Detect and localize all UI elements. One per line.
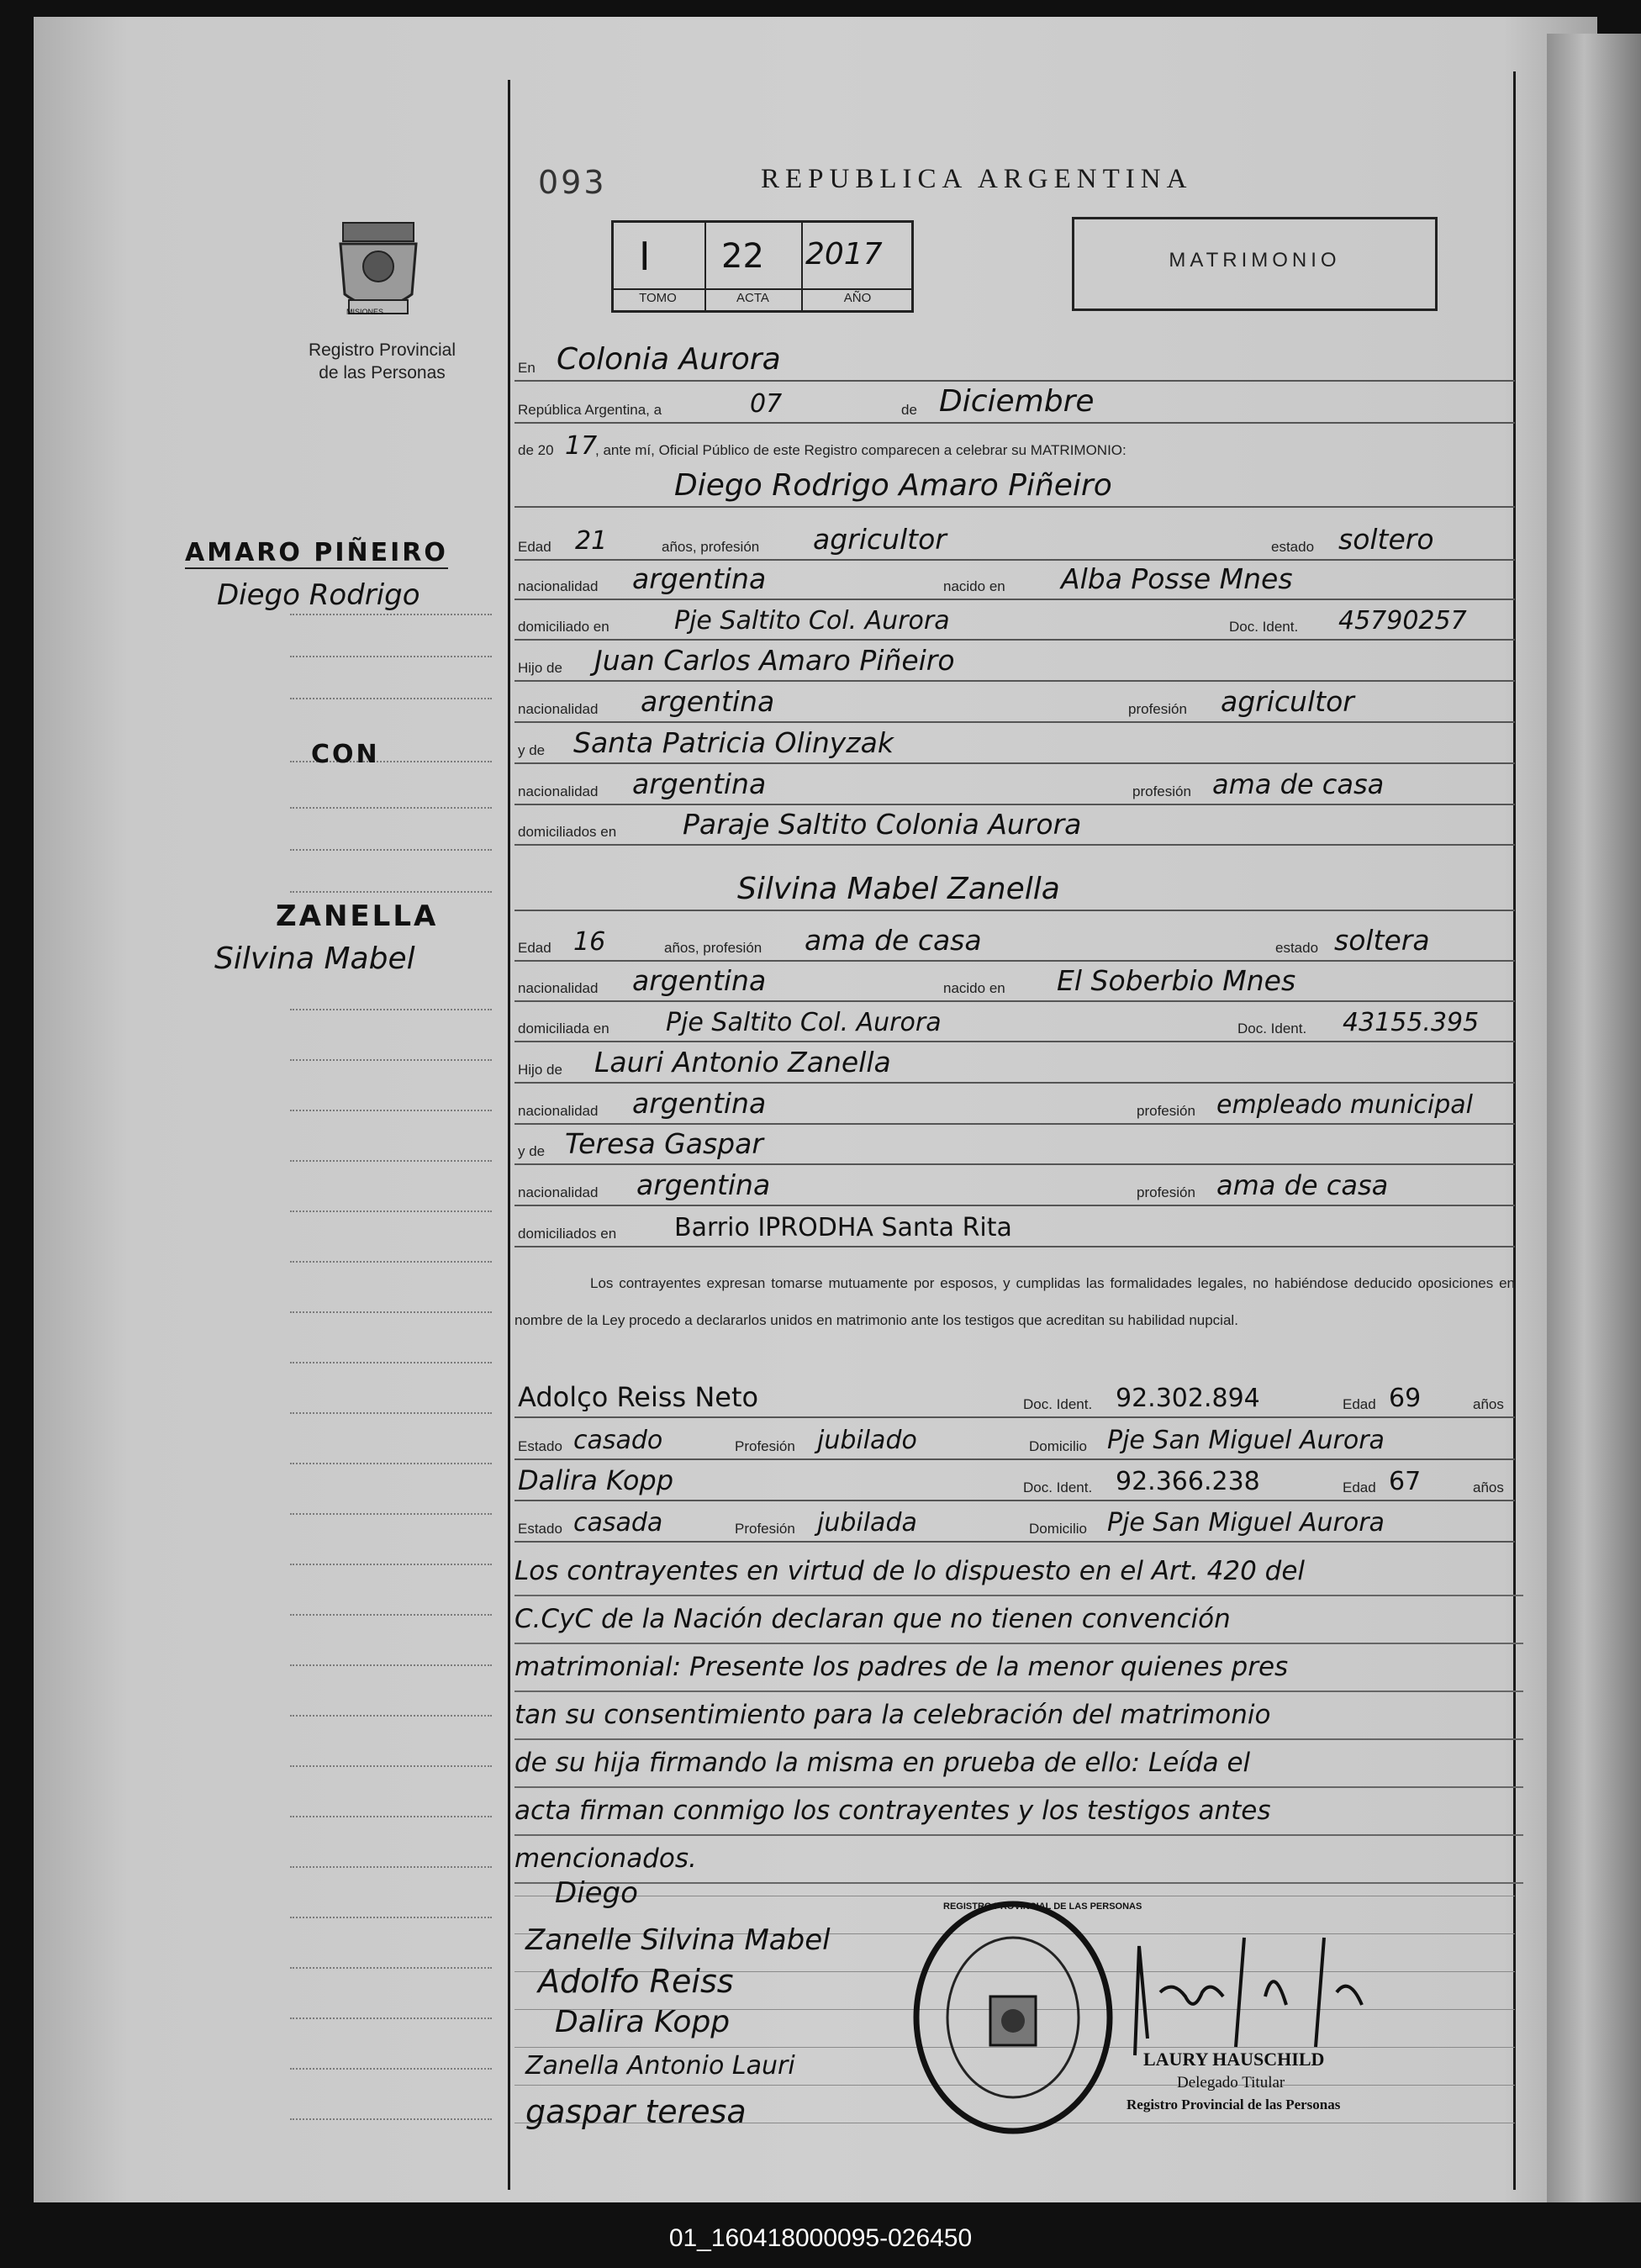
day-value: 07 (750, 389, 783, 419)
witness-1-details-line: Estado casado Profesión jubilado Domicilio Pje San Miguel Aurora (514, 1423, 1515, 1460)
bride-name-line (514, 874, 1515, 911)
official-stamp (908, 1896, 1118, 2139)
formal-declaration: Los contrayentes expresan tomarse mutuamente por esposos, y cumplidas las formalidades legales, no habiéndose deducido oposiciones en nombre de la Ley procedo a declararlos unidos en matrimonio ante los testigos que acreditan su habilidad nupcial. (514, 1275, 1515, 1328)
note-line: tan su consentimiento para la celebración del matrimonio (514, 1692, 1523, 1740)
place-line: En Colonia Aurora (514, 345, 1515, 382)
registry-name-line1: Registro Provincial (308, 340, 456, 360)
groom-nationality-line: nacionalidad argentina nacido en Alba Posse Mnes (514, 563, 1515, 600)
bride-address-line: domiciliada en Pje Saltito Col. Aurora Doc. Ident. 43155.395 (514, 1005, 1515, 1042)
bride-father-nat-line: nacionalidad argentina profesión empleado municipal (514, 1088, 1515, 1125)
note-line: de su hija firmando la misma en prueba de ello: Leída el (514, 1740, 1523, 1788)
official-org: Registro Provincial de las Personas (1127, 2097, 1341, 2112)
note-line: matrimonial: Presente los padres de la menor quienes pres (514, 1644, 1523, 1692)
signature-bride: Zanelle Silvina Mabel (525, 1923, 831, 1957)
note-line: acta firman conmigo los contrayentes y los testigos antes (514, 1788, 1523, 1836)
margin-groom-names: Diego Rodrigo (217, 578, 420, 612)
groom-mother-line: y de Santa Patricia Olinyzak (514, 727, 1515, 764)
footer-image-id: 01_160418000095-026450 (668, 2224, 973, 2252)
statement-line: de 20 17 , ante mí, Oficial Público de este Registro comparecen a celebrar su MATRIMONIO: (518, 431, 1127, 461)
groom-parents-address-line: domiciliados en Paraje Saltito Colonia Aurora (514, 809, 1515, 846)
bride-father-line: Hijo de Lauri Antonio Zanella (514, 1047, 1515, 1084)
margin-groom-surname: AMARO PIÑEIRO (185, 538, 448, 567)
signature-witness-2: Dalira Kopp (555, 2005, 731, 2039)
groom-address-line: domiciliado en Pje Saltito Col. Aurora Doc. Ident. 45790257 (514, 604, 1515, 641)
year-suffix: 17 (565, 431, 598, 461)
official-signature-icon (1110, 1912, 1387, 2064)
ano-value: 2017 (805, 237, 883, 272)
month-value: Diciembre (939, 384, 1095, 419)
margin-bride-names: Silvina Mabel (214, 941, 415, 976)
official-name: LAURY HAUSCHILD (1143, 2049, 1325, 2070)
groom-name-line (514, 468, 1515, 508)
groom-mother-nat-line: nacionalidad argentina profesión ama de casa (514, 768, 1515, 805)
left-column-rule (508, 80, 510, 2190)
stamp-text: REGISTRO PROVINCIAL DE LAS PERSONAS (943, 1901, 1142, 1912)
tomo-value: I (639, 234, 651, 279)
ano-label: AÑO (843, 291, 872, 305)
signature-bride-father: Zanella Antonio Lauri (525, 2051, 795, 2081)
signature-bride-mother: gaspar teresa (525, 2093, 747, 2130)
note-line: C.CyC de la Nación declaran que no tienen convención (514, 1596, 1523, 1644)
witness-1-line: Adolço Reiss Neto Doc. Ident. 92.302.894 Edad 69 años (514, 1381, 1515, 1418)
note-line: Los contrayentes en virtud de lo dispuesto en el Art. 420 del (514, 1548, 1523, 1596)
margin-bride-surname: ZANELLA (276, 899, 439, 933)
witness-2-line: Dalira Kopp Doc. Ident. 92.366.238 Edad 67 años (514, 1464, 1515, 1501)
place-value: Colonia Aurora (557, 342, 781, 377)
record-number: 093 (538, 164, 607, 201)
groom-name: Diego Rodrigo Amaro Piñeiro (674, 468, 1112, 503)
margin-con: CON (311, 740, 380, 769)
bride-age-line: Edad 16 años, profesión ama de casa estado soltera (514, 925, 1515, 962)
binder-edge (1547, 34, 1641, 2202)
witness-2-details-line: Estado casada Profesión jubilada Domicilio Pje San Miguel Aurora (514, 1506, 1515, 1543)
date-line: República Argentina, a 07 de Diciembre (514, 387, 1515, 424)
acta-value: 22 (721, 237, 764, 276)
signature-witness-1: Adolfo Reiss (538, 1963, 734, 2000)
bride-mother-nat-line: nacionalidad argentina profesión ama de casa (514, 1169, 1515, 1206)
groom-father-nat-line: nacionalidad argentina profesión agricultor (514, 686, 1515, 723)
record-type: MATRIMONIO (1169, 249, 1341, 272)
registry-name-line2: de las Personas (319, 363, 446, 382)
handwritten-notes (514, 1548, 1523, 1884)
acta-label: ACTA (736, 291, 769, 305)
bride-parents-address-line: domiciliados en Barrio IPRODHA Santa Rita (514, 1210, 1515, 1247)
note-line: mencionados. (514, 1836, 1523, 1884)
signature-groom: Diego (555, 1876, 638, 1910)
bride-name: Silvina Mabel Zanella (737, 872, 1060, 906)
groom-father-line: Hijo de Juan Carlos Amaro Piñeiro (514, 645, 1515, 682)
groom-age-line: Edad 21 años, profesión agricultor estado soltero (514, 524, 1515, 561)
tomo-label: TOMO (639, 291, 677, 305)
bride-mother-line: y de Teresa Gaspar (514, 1128, 1515, 1165)
seal-label: MISIONES (346, 308, 384, 316)
official-title: Delegado Titular (1177, 2074, 1285, 2091)
bride-nationality-line: nacionalidad argentina nacido en El Soberbio Mnes (514, 965, 1515, 1002)
country-title: REPUBLICA ARGENTINA (761, 164, 1193, 194)
